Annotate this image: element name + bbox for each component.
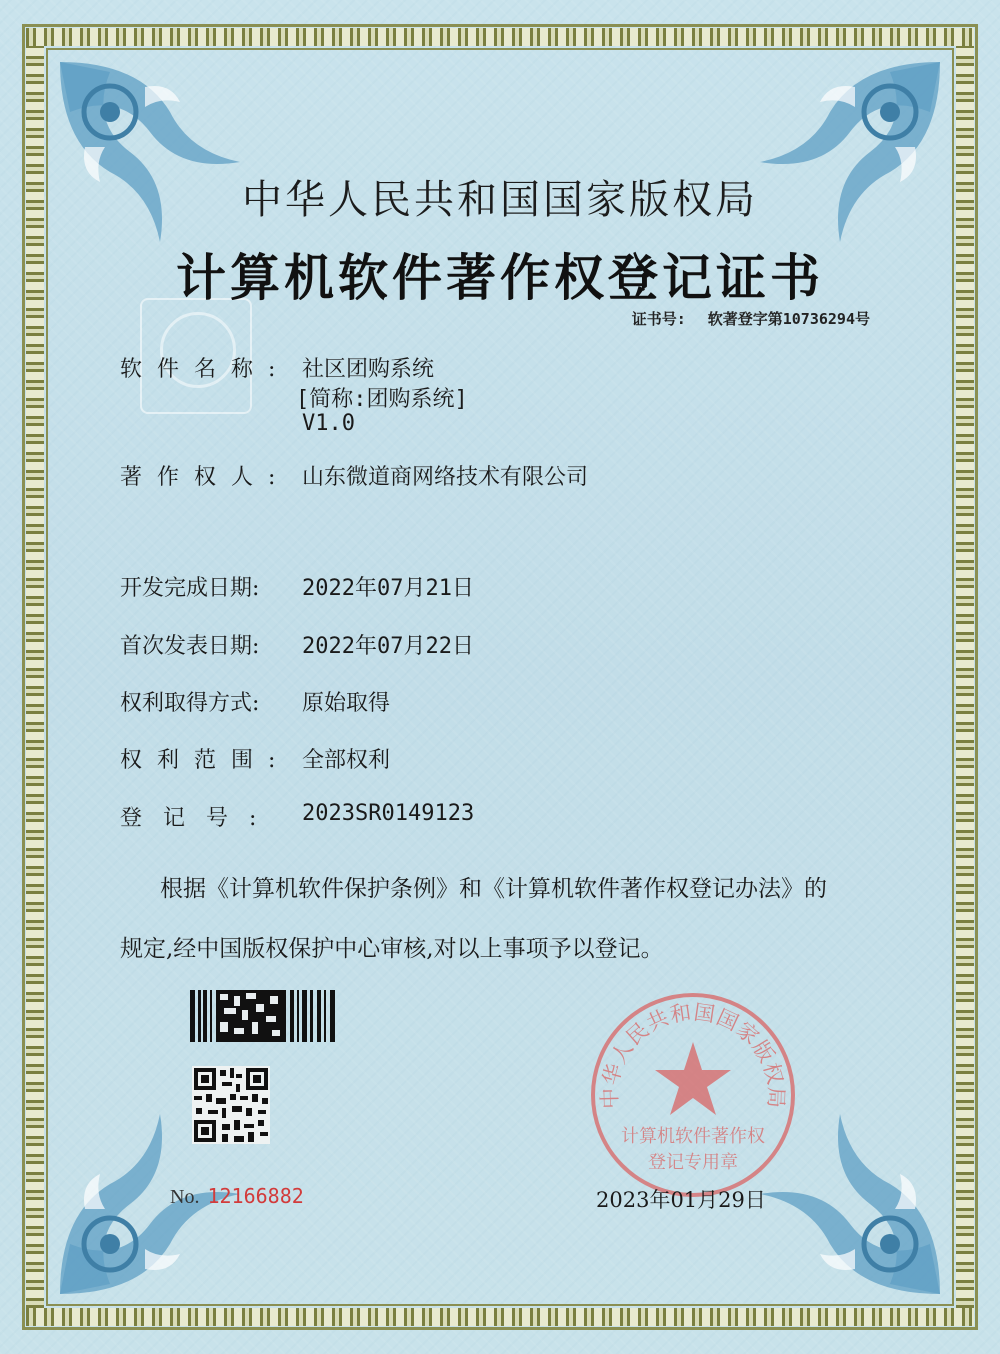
certificate-number-label: 证书号: [631,310,686,328]
copyright-owner-value: 山东微道商网络技术有限公司 [302,465,589,490]
serial-value: 12166882 [207,1184,304,1208]
acquisition-label: 权利取得方式: [120,691,260,716]
reg-no-label: 登记号: [120,806,278,831]
software-short-name-value: [简称:团购系统] [296,387,468,412]
scope-value: 全部权利 [302,748,391,773]
software-version-value: V1.0 [302,411,355,436]
first-publish-date-value: 2022年07月22日 [302,634,474,659]
seal-line-2: 登记专用章 [648,1152,738,1173]
software-name-label: 软件名称: [120,357,291,382]
certificate-number [632,308,870,329]
serial-label: No. [170,1186,200,1208]
official-seal-icon [588,990,798,1200]
seal-line-1: 计算机软件著作权 [621,1126,765,1147]
certificate-title: 计算机软件著作权登记证书 [176,248,824,307]
certificate-number-value: 软著登字第10736294号 [707,310,870,328]
statement-line-1: 根据《计算机软件保护条例》和《计算机软件著作权登记办法》的 [160,876,827,902]
issuer-title: 中华人民共和国国家版权局 [242,177,758,223]
acquisition-value: 原始取得 [302,691,391,716]
reg-no-value: 2023SR0149123 [302,801,475,826]
issue-date: 2023年01月29日 [596,1188,766,1212]
barcode-icon [190,990,338,1042]
first-publish-date-label: 首次发表日期: [120,634,260,659]
seal-arc-text: 中华人民共和国国家版权局 [597,1000,789,1110]
completion-date-value: 2022年07月21日 [302,576,474,601]
copyright-owner-label: 著作权人: [120,465,291,490]
completion-date-label: 开发完成日期: [120,576,260,601]
qr-code-icon [192,1066,270,1144]
software-name-value: 社区团购系统 [302,357,435,382]
scope-label: 权利范围: [120,748,291,773]
statement-line-2: 规定,经中国版权保护中心审核,对以上事项予以登记。 [120,936,664,962]
serial-number [170,1184,304,1209]
